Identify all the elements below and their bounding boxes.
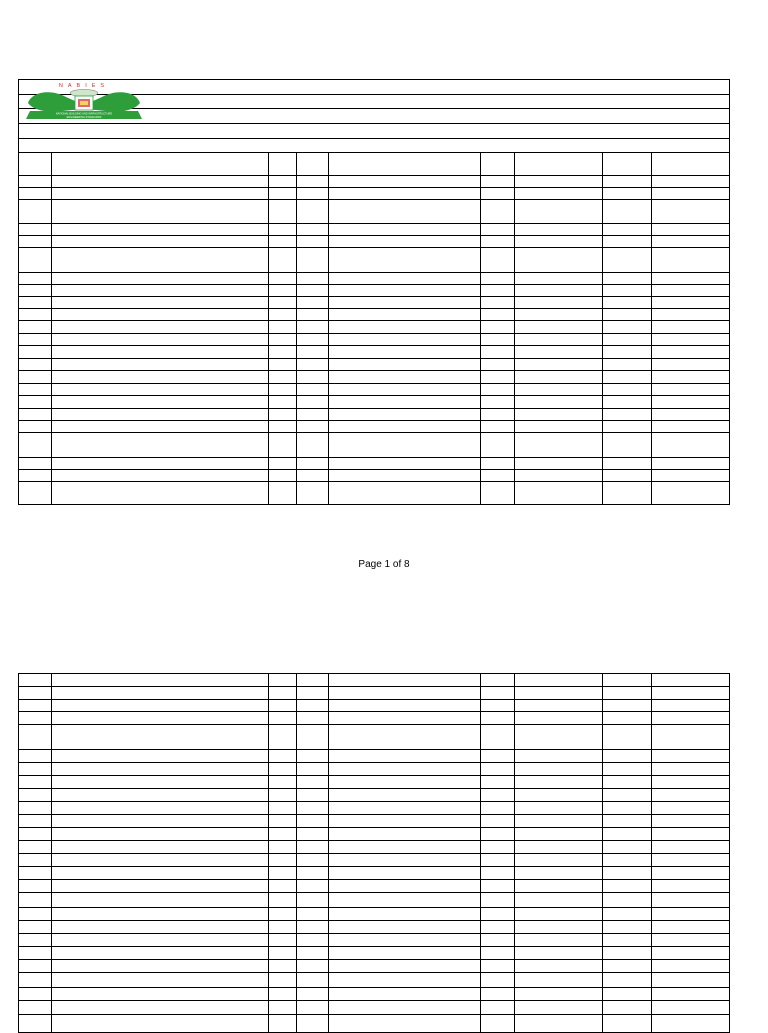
table-row [19, 788, 729, 789]
table-row [19, 762, 729, 763]
table-row [19, 395, 729, 396]
table-row [19, 247, 729, 248]
table-row [19, 320, 729, 321]
logo-shield-center [80, 101, 88, 105]
column-divider [602, 152, 603, 504]
table-row [19, 699, 729, 700]
column-divider [51, 152, 52, 504]
logo-eagle [70, 90, 98, 97]
table-row [19, 1000, 729, 1001]
table-row [19, 235, 729, 236]
header-rule [19, 138, 729, 139]
column-divider [268, 152, 269, 504]
table-row [19, 333, 729, 334]
table-row [19, 946, 729, 947]
nabies-logo [22, 81, 146, 123]
table-row [19, 432, 729, 433]
table-row [19, 308, 729, 309]
page-1-table [18, 79, 730, 505]
table-row [19, 457, 729, 458]
table-row [19, 481, 729, 482]
table-row [19, 469, 729, 470]
table-row [19, 284, 729, 285]
table-row [19, 853, 729, 854]
table-row [19, 420, 729, 421]
table-row [19, 686, 729, 687]
table-row [19, 383, 729, 384]
table-row [19, 724, 729, 725]
table-row [19, 907, 729, 908]
table-row [19, 814, 729, 815]
table-row [19, 987, 729, 988]
table-row [19, 866, 729, 867]
table-row [19, 840, 729, 841]
table-row [19, 749, 729, 750]
table-row [19, 827, 729, 828]
table-row [19, 408, 729, 409]
column-divider [480, 152, 481, 504]
table-row [19, 1014, 729, 1015]
table-row [19, 920, 729, 921]
table-row [19, 892, 729, 893]
header-rule [19, 152, 729, 153]
table-row [19, 972, 729, 973]
column-divider [328, 152, 329, 504]
logo-letters: NABIES [58, 83, 110, 89]
table-row [19, 345, 729, 346]
column-divider [514, 152, 515, 504]
page-2-table [18, 673, 730, 1033]
table-row [19, 711, 729, 712]
table-row [19, 775, 729, 776]
table-row [19, 175, 729, 176]
logo-banner-line1: NATIONAL BUILDING AND INFRASTRUCTURE [55, 112, 113, 116]
table-row [19, 296, 729, 297]
table-row [19, 801, 729, 802]
table-row [19, 933, 729, 934]
logo-banner-line2: ENGINEERING STANDARDS [66, 116, 102, 119]
table-row [19, 187, 729, 188]
table-row [19, 272, 729, 273]
table-row [19, 879, 729, 880]
table-row [19, 370, 729, 371]
table-row [19, 199, 729, 200]
table-row [19, 959, 729, 960]
column-divider [296, 152, 297, 504]
column-divider [651, 152, 652, 504]
table-row [19, 358, 729, 359]
page-footer: Page 1 of 8 [358, 559, 410, 570]
header-rule [19, 123, 729, 124]
table-row [19, 223, 729, 224]
